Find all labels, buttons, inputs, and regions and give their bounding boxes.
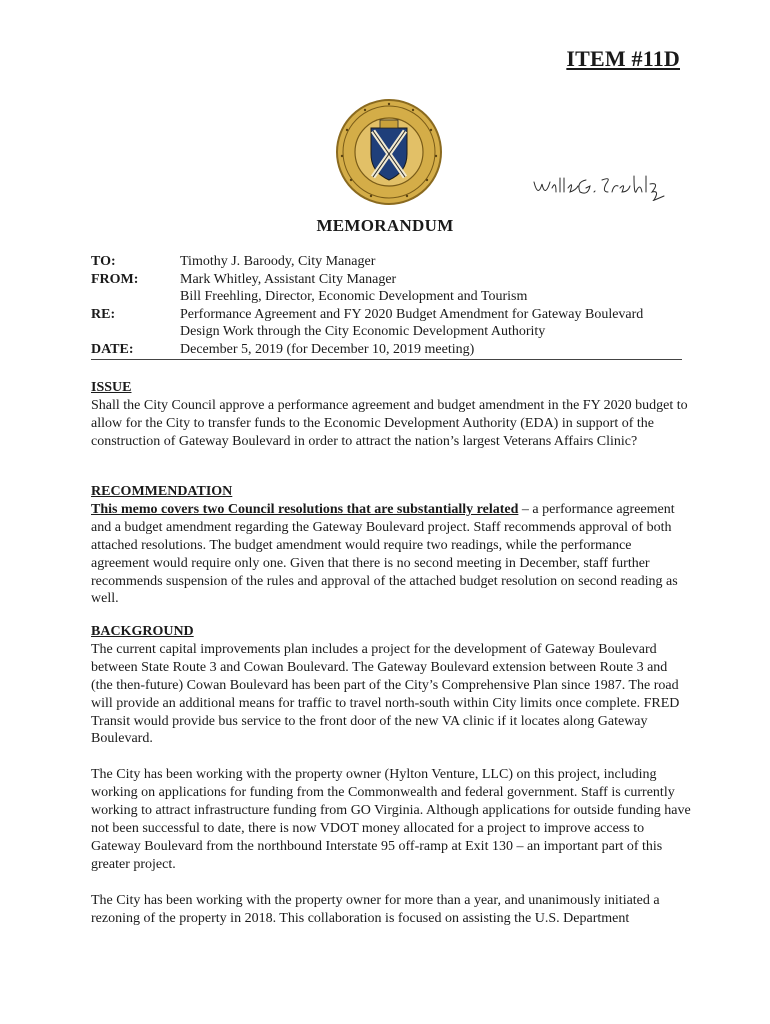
recommendation-text: – a performance agreement and a budget amendment regarding the Gateway Boulevard project. Staff recommends approval of both attached resolutions. The budget amendment would require two readings, while the performance agreement would require only one. Given that there is no second meeting in December, staff further recommends suspension of the rules and approval of the attached budget resolution on second reading as well. (91, 501, 678, 607)
re-value: Performance Agreement and FY 2020 Budget Amendment for Gateway Boulevard (180, 306, 644, 322)
re-label-blank (91, 323, 180, 341)
city-seal-icon (335, 98, 443, 206)
header-row-re-2 (91, 323, 681, 341)
header-divider (91, 359, 682, 360)
header-row-re (91, 306, 681, 324)
recommendation-lead: This memo covers two Council resolutions that are substantially related (91, 501, 519, 517)
from-value: Mark Whitley, Assistant City Manager (180, 271, 397, 287)
to-value: Timothy J. Baroody, City Manager (180, 254, 376, 269)
re-value-2: Design Work through the City Economic Development Authority (180, 324, 546, 340)
memo-header (91, 253, 681, 359)
from-label-blank (91, 288, 180, 306)
header-row-to (91, 253, 681, 271)
header-row-date (91, 341, 681, 359)
background-paragraph-3: The City has been working with the property owner for more than a year, and unanimously initiated a rezoning of the property in 2018. This collaboration is focused on assisting the U.S. Department (91, 892, 660, 926)
to-label: TO: (91, 254, 116, 269)
background-section (91, 623, 691, 928)
date-value: December 5, 2019 (for December 10, 2019 meeting) (180, 341, 475, 357)
from-label: FROM: (91, 271, 139, 287)
recommendation-paragraph (91, 501, 691, 608)
header-row-from-2 (91, 288, 681, 306)
signature-icon (530, 170, 670, 204)
recommendation-heading: RECOMMENDATION (91, 484, 233, 499)
issue-text: Shall the City Council approve a performance agreement and budget amendment in the FY 2020 budget to allow for the City to transfer funds to the Economic Development Authority (EDA) in support of the construction of Gateway Boulevard in order to attract the nation’s largest Veterans Affairs Clinic? (91, 397, 688, 449)
issue-heading: ISSUE (91, 380, 132, 395)
from-value-2: Bill Freehling, Director, Economic Development and Tourism (180, 289, 528, 305)
background-heading: BACKGROUND (91, 624, 194, 639)
background-paragraph-2: The City has been working with the property owner (Hylton Venture, LLC) on this project, including working on applications for funding from the Commonwealth and federal government. Staff is currently working to attract infrastructure funding from GO Virginia. Although applications for outside funding have not been successful to date, there is now VDOT money allocated for a project to improve access to Gateway Boulevard from the northbound Interstate 95 off-ramp at Exit 130 – an important part of this greater project. (91, 767, 691, 872)
issue-section (91, 379, 691, 451)
re-label: RE: (91, 306, 116, 322)
memo-title: MEMORANDUM (316, 216, 454, 235)
date-label: DATE: (91, 341, 134, 357)
header-row-from (91, 271, 681, 289)
recommendation-section (91, 483, 691, 608)
background-paragraph-1: The current capital improvements plan includes a project for the development of Gateway Boulevard between State Route 3 and Cowan Boulevard. The Gateway Boulevard extension between Route 3 and (the then-future) Cowan Boulevard has been part of the City’s Comprehensive Plan since 1987. The road will provide an additional means for traffic to travel north-south within City limits once complete. FRED Transit would provide bus service to the front door of the new VA clinic if it locates along Gateway Boulevard. (91, 641, 680, 747)
item-number: ITEM #11D (566, 46, 680, 71)
